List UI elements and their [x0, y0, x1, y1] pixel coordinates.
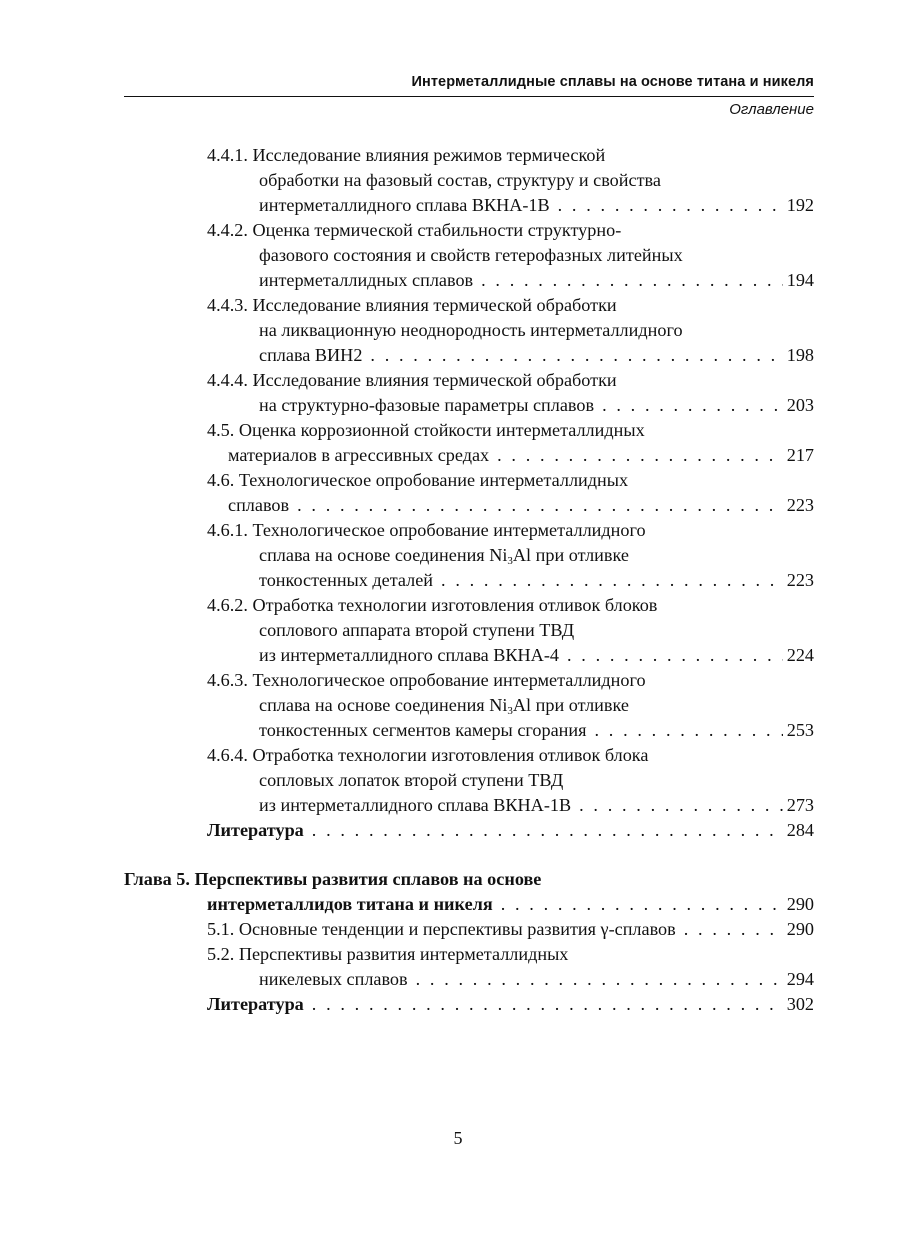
- toc-text: из интерметаллидного сплава ВКНА-1В: [259, 795, 572, 815]
- toc-last-line: [0, 967, 916, 992]
- toc-entry-4-6-2[interactable]: [0, 593, 916, 668]
- page-ref: 302: [786, 994, 814, 1014]
- toc-text: интерметаллидов титана и никеля: [207, 894, 493, 914]
- subscript: 3: [507, 705, 513, 717]
- toc-text: никелевых сплавов: [259, 969, 408, 989]
- leader-dots: [602, 393, 783, 418]
- page-ref: 194: [786, 270, 814, 290]
- toc-last-line: [0, 818, 916, 843]
- toc-text: интерметаллидного сплава ВКНА-1В: [259, 195, 550, 215]
- running-title: Интерметаллидные сплавы на основе титана и никеля: [124, 74, 814, 97]
- toc-entry-4-6-4[interactable]: [0, 743, 916, 818]
- page-ref: 284: [786, 820, 814, 840]
- table-of-contents: [0, 143, 916, 1017]
- toc-text: сплава на основе соединения Ni: [259, 545, 508, 565]
- leader-dots: [312, 818, 783, 843]
- leader-dots: [416, 967, 783, 992]
- toc-text: Литература: [207, 994, 304, 1014]
- page-ref: 223: [786, 495, 814, 515]
- toc-text: Al при отливке: [512, 695, 629, 715]
- toc-text: интерметаллидных сплавов: [259, 270, 474, 290]
- page-header: [124, 74, 814, 118]
- toc-last-line: [0, 793, 916, 818]
- toc-line: 5.2. Перспективы развития интерметаллидных: [207, 944, 569, 964]
- toc-last-line: [0, 917, 916, 942]
- toc-line: 4.4.1. Исследование влияния режимов термической: [207, 145, 606, 165]
- toc-text: Al при отливке: [512, 545, 629, 565]
- spacer: [0, 843, 916, 867]
- toc-entry-4-6-1[interactable]: [0, 518, 916, 593]
- toc-text: тонкостенных сегментов камеры сгорания: [259, 720, 587, 740]
- page-ref: 294: [786, 969, 814, 989]
- toc-line: [0, 543, 916, 568]
- page-ref: 203: [786, 395, 814, 415]
- toc-text: 5.1. Основные тенденции и перспективы развития γ-сплавов: [207, 919, 676, 939]
- toc-text: Литература: [207, 820, 304, 840]
- toc-entry-4-6[interactable]: [0, 468, 916, 518]
- section-title: Оглавление: [729, 101, 814, 118]
- page-ref: 192: [786, 195, 814, 215]
- toc-entry-literature-5[interactable]: [0, 992, 916, 1017]
- page-ref: 253: [786, 720, 814, 740]
- leader-dots: [441, 568, 783, 593]
- page-number: 5: [453, 1128, 463, 1148]
- leader-dots: [312, 992, 783, 1017]
- page-ref: 273: [786, 795, 814, 815]
- toc-entry-4-4-2[interactable]: [0, 218, 916, 293]
- page-ref: 290: [786, 894, 814, 914]
- toc-last-line: [0, 568, 916, 593]
- toc-entry-4-5[interactable]: [0, 418, 916, 468]
- toc-line: соплового аппарата второй ступени ТВД: [259, 620, 575, 640]
- toc-line: 4.4.3. Исследование влияния термической обработки: [207, 295, 617, 315]
- toc-line: фазового состояния и свойств гетерофазных литейных: [259, 245, 683, 265]
- toc-line: 4.6. Технологическое опробование интерметаллидных: [207, 470, 629, 490]
- page-ref: 217: [786, 445, 814, 465]
- toc-entry-4-4-4[interactable]: [0, 368, 916, 418]
- leader-dots: [370, 343, 782, 368]
- leader-dots: [297, 493, 783, 518]
- leader-dots: [481, 268, 783, 293]
- toc-entry-4-4-1[interactable]: [0, 143, 916, 218]
- toc-line: обработки на фазовый состав, структуру и свойства: [259, 170, 661, 190]
- leader-dots: [497, 443, 783, 468]
- toc-line: сопловых лопаток второй ступени ТВД: [259, 770, 564, 790]
- leader-dots: [595, 718, 783, 743]
- toc-text: материалов в агрессивных средах: [228, 445, 490, 465]
- toc-last-line: [0, 268, 916, 293]
- toc-line: 4.6.3. Технологическое опробование интерметаллидного: [207, 670, 646, 690]
- toc-line: 4.6.4. Отработка технологии изготовления отливок блока: [207, 745, 649, 765]
- toc-text: сплава на основе соединения Ni: [259, 695, 508, 715]
- page-ref: 224: [786, 645, 814, 665]
- toc-last-line: [0, 718, 916, 743]
- leader-dots: [558, 193, 783, 218]
- toc-line: 4.4.2. Оценка термической стабильности структурно-: [207, 220, 622, 240]
- page-ref: 223: [786, 570, 814, 590]
- subscript: 3: [507, 555, 513, 567]
- leader-dots: [684, 917, 783, 942]
- toc-last-line: [0, 643, 916, 668]
- toc-text: из интерметаллидного сплава ВКНА-4: [259, 645, 559, 665]
- toc-text: тонкостенных деталей: [259, 570, 434, 590]
- toc-last-line: [0, 992, 916, 1017]
- toc-line: 4.5. Оценка коррозионной стойкости интерметаллидных: [207, 420, 645, 440]
- toc-text: на структурно-фазовые параметры сплавов: [259, 395, 595, 415]
- toc-last-line: [0, 443, 916, 468]
- toc-entry-literature-4[interactable]: [0, 818, 916, 843]
- toc-line: 4.4.4. Исследование влияния термической обработки: [207, 370, 617, 390]
- toc-entry-5-1[interactable]: [0, 917, 916, 942]
- leader-dots: [567, 643, 783, 668]
- page-ref: 198: [786, 345, 814, 365]
- toc-text: сплава ВИН2: [259, 345, 363, 365]
- toc-last-line: [0, 343, 916, 368]
- toc-line: Глава 5. Перспективы развития сплавов на основе: [124, 869, 542, 889]
- toc-last-line: [0, 193, 916, 218]
- toc-entry-chapter-5[interactable]: [0, 867, 916, 917]
- toc-text: сплавов: [228, 495, 290, 515]
- toc-entry-4-4-3[interactable]: [0, 293, 916, 368]
- toc-last-line: [0, 493, 916, 518]
- toc-last-line: [0, 892, 916, 917]
- leader-dots: [501, 892, 783, 917]
- toc-entry-5-2[interactable]: [0, 942, 916, 992]
- toc-line: 4.6.1. Технологическое опробование интерметаллидного: [207, 520, 646, 540]
- toc-entry-4-6-3[interactable]: [0, 668, 916, 743]
- toc-line: на ликвационную неоднородность интерметаллидного: [259, 320, 683, 340]
- toc-last-line: [0, 393, 916, 418]
- leader-dots: [579, 793, 783, 818]
- page-ref: 290: [786, 919, 814, 939]
- toc-line: 4.6.2. Отработка технологии изготовления отливок блоков: [207, 595, 658, 615]
- toc-line: [0, 693, 916, 718]
